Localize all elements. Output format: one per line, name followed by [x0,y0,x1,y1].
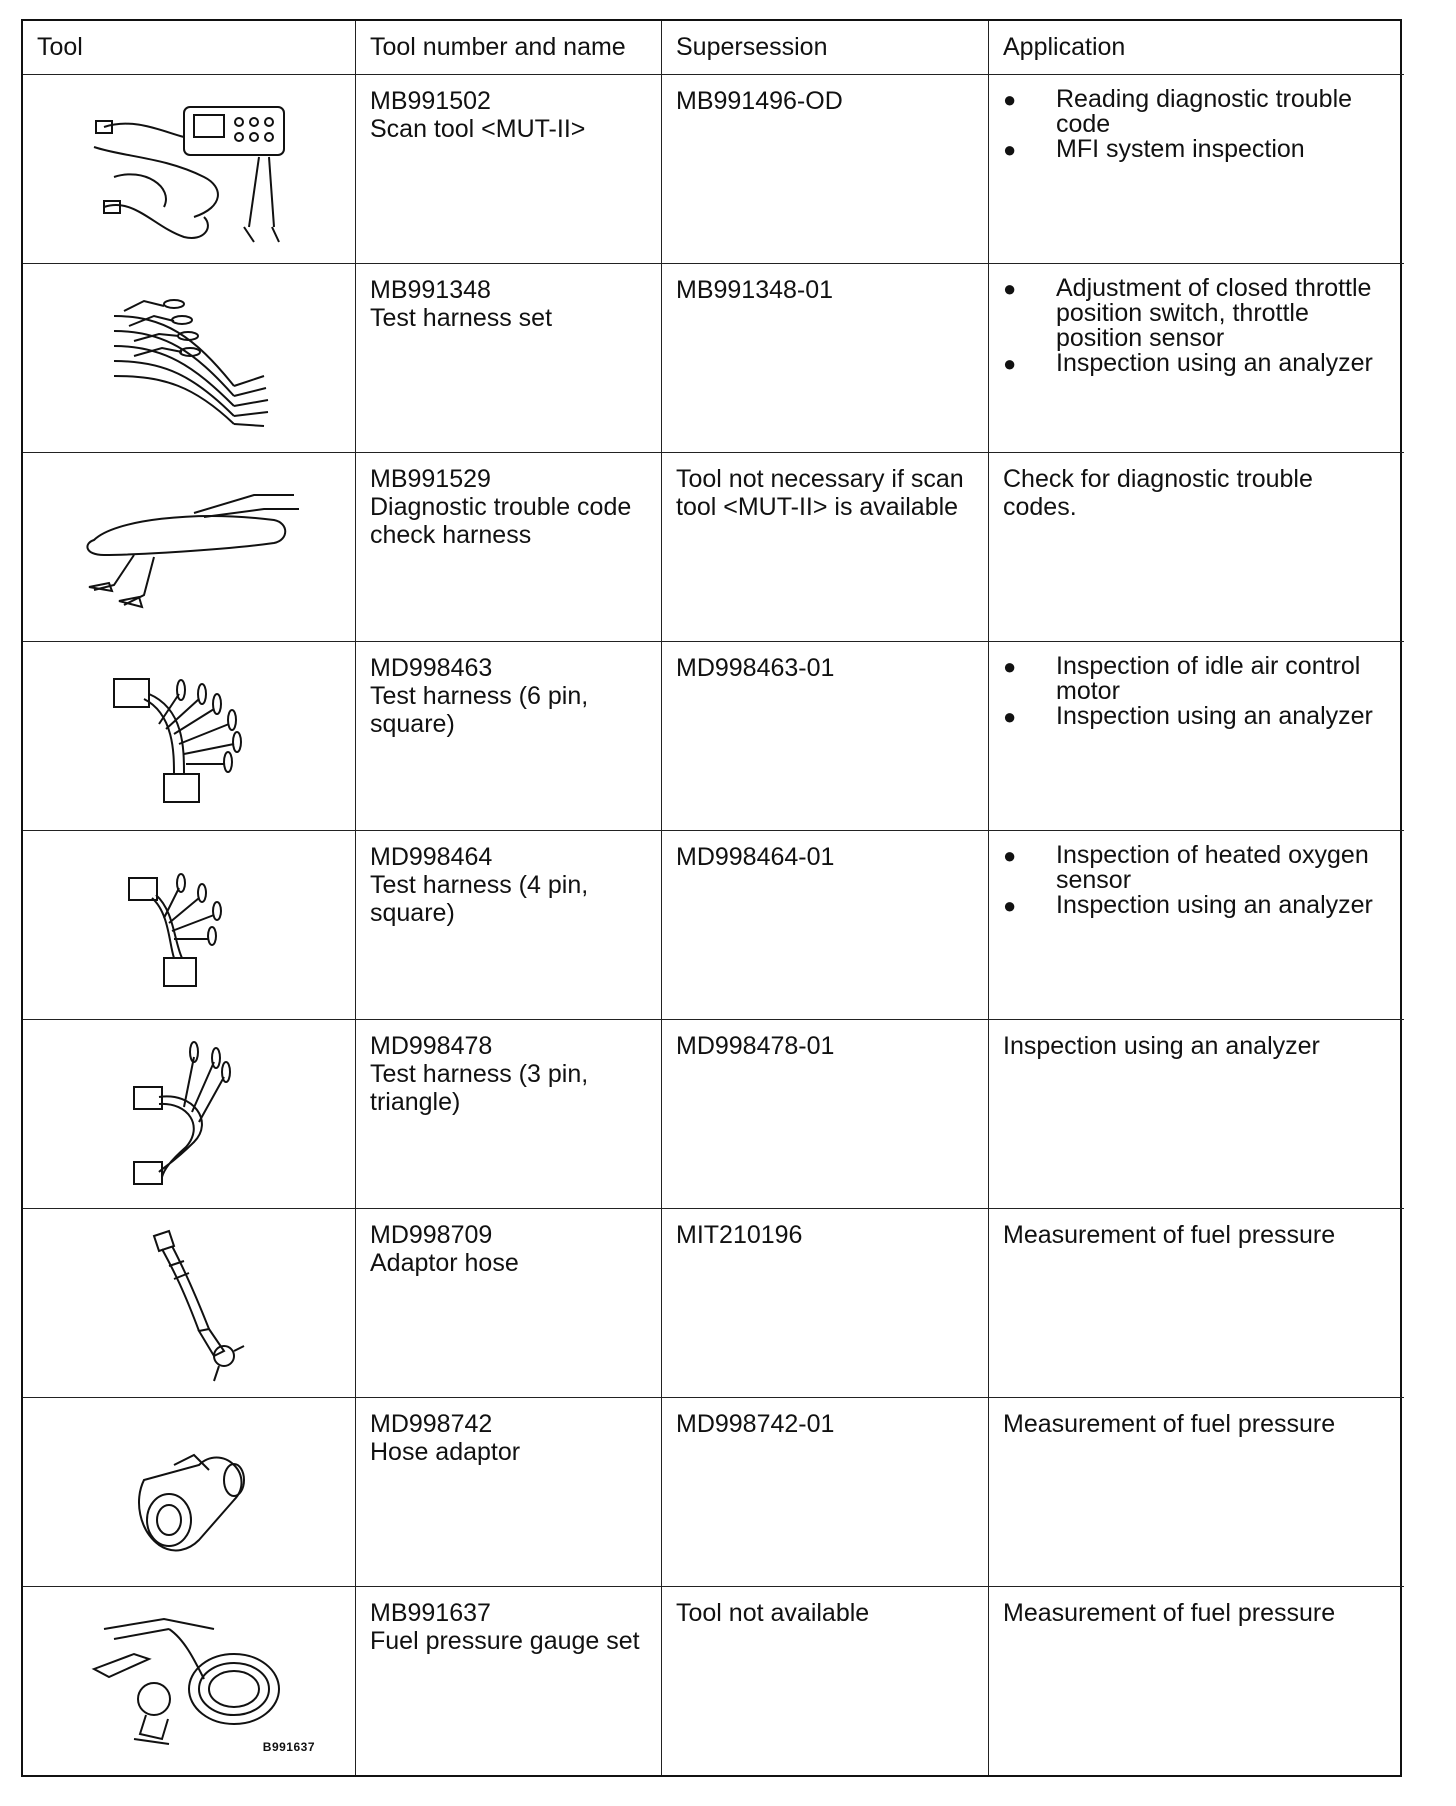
application: Measurement of fuel pressure [989,1398,1404,1587]
tool-name: Test harness (4 pin, square) [370,871,589,927]
tool-number: MD998478 [370,1032,493,1060]
tool-number: MB991637 [370,1599,491,1627]
table-row [23,1020,1400,1209]
table-row [23,75,1400,264]
header-number-name: Tool number and name [356,21,662,75]
table-row [23,642,1400,831]
tool-name: Diagnostic trouble code check harness [370,493,632,549]
supersession: Tool not necessary if scan tool <MUT-II> is available [662,453,989,642]
supersession: MD998464-01 [662,831,989,1020]
tool-number: MD998463 [370,654,493,682]
tool-image-cell [23,1587,356,1775]
tool-name: Scan tool <MUT-II> [370,115,586,143]
harness-3pin-icon [74,1032,304,1197]
supersession: MB991348-01 [662,264,989,453]
application-item: ● Inspection using an analyzer [1003,704,1390,729]
tool-number: MD998742 [370,1410,493,1438]
header-tool: Tool [23,21,356,75]
supersession: MIT210196 [662,1209,989,1398]
supersession: MD998742-01 [662,1398,989,1587]
header-supersession: Supersession [662,21,989,75]
tool-number: MD998464 [370,843,493,871]
tool-number-name [356,642,662,831]
supersession: MD998478-01 [662,1020,989,1209]
application [989,75,1404,264]
table-row [23,1398,1400,1587]
table-row [23,453,1400,642]
tool-number-name [356,1587,662,1775]
application-item: ● MFI system inspection [1003,137,1390,162]
application [989,264,1404,453]
tool-image-cell [23,453,356,642]
application-item: ● Inspection of idle air control motor [1003,654,1390,704]
tool-image-cell [23,264,356,453]
tool-number-name [356,1020,662,1209]
application [989,831,1404,1020]
harness-4pin-icon [74,843,304,1008]
check-harness-icon [74,465,304,630]
supersession: Tool not available [662,1587,989,1775]
harness-6pin-icon [74,654,304,819]
tool-number-name [356,1209,662,1398]
tool-name: Adaptor hose [370,1249,519,1277]
tool-name: Test harness (6 pin, square) [370,682,589,738]
special-tools-table [21,19,1402,1777]
supersession: MB991496-OD [662,75,989,264]
application: Measurement of fuel pressure [989,1209,1404,1398]
image-code: B991637 [262,1740,315,1754]
scan-tool-icon [74,87,304,252]
application: Inspection using an analyzer [989,1020,1404,1209]
tool-number: MD998709 [370,1221,493,1249]
tool-number: MB991348 [370,276,491,304]
table-row [23,831,1400,1020]
tool-image-cell [23,75,356,264]
tool-image-cell [23,831,356,1020]
hose-adaptor-icon [74,1410,304,1575]
tool-name: Test harness set [370,304,553,332]
tool-name: Fuel pressure gauge set [370,1627,640,1655]
application [989,642,1404,831]
table-row [23,1209,1400,1398]
table-row [23,1587,1400,1775]
application: Check for diagnostic trouble codes. [989,453,1404,642]
header-application: Application [989,21,1404,75]
application-item: ● Adjustment of closed throttle position switch, throttle position sensor [1003,276,1390,351]
tool-number-name [356,831,662,1020]
tool-image-cell [23,1020,356,1209]
tool-number: MB991529 [370,465,491,493]
application-item: ● Inspection using an analyzer [1003,351,1390,376]
supersession: MD998463-01 [662,642,989,831]
application: Measurement of fuel pressure [1003,1599,1336,1627]
application-item: ● Inspection of heated oxygen sensor [1003,843,1390,893]
application-item: ● Inspection using an analyzer [1003,893,1390,918]
tool-number-name [356,75,662,264]
tool-number-name [356,1398,662,1587]
tool-image-cell [23,1398,356,1587]
table-row [23,264,1400,453]
tool-image-cell [23,1209,356,1398]
table-header [23,21,1400,75]
tool-number: MB991502 [370,87,491,115]
tool-number-name [356,453,662,642]
tool-image-cell [23,642,356,831]
test-harness-set-icon [74,276,304,441]
adaptor-hose-icon [74,1221,304,1386]
tool-name: Test harness (3 pin, triangle) [370,1060,589,1116]
tool-name: Hose adaptor [370,1438,521,1466]
tool-number-name [356,264,662,453]
application-item: ● Reading diagnostic trouble code [1003,87,1390,137]
